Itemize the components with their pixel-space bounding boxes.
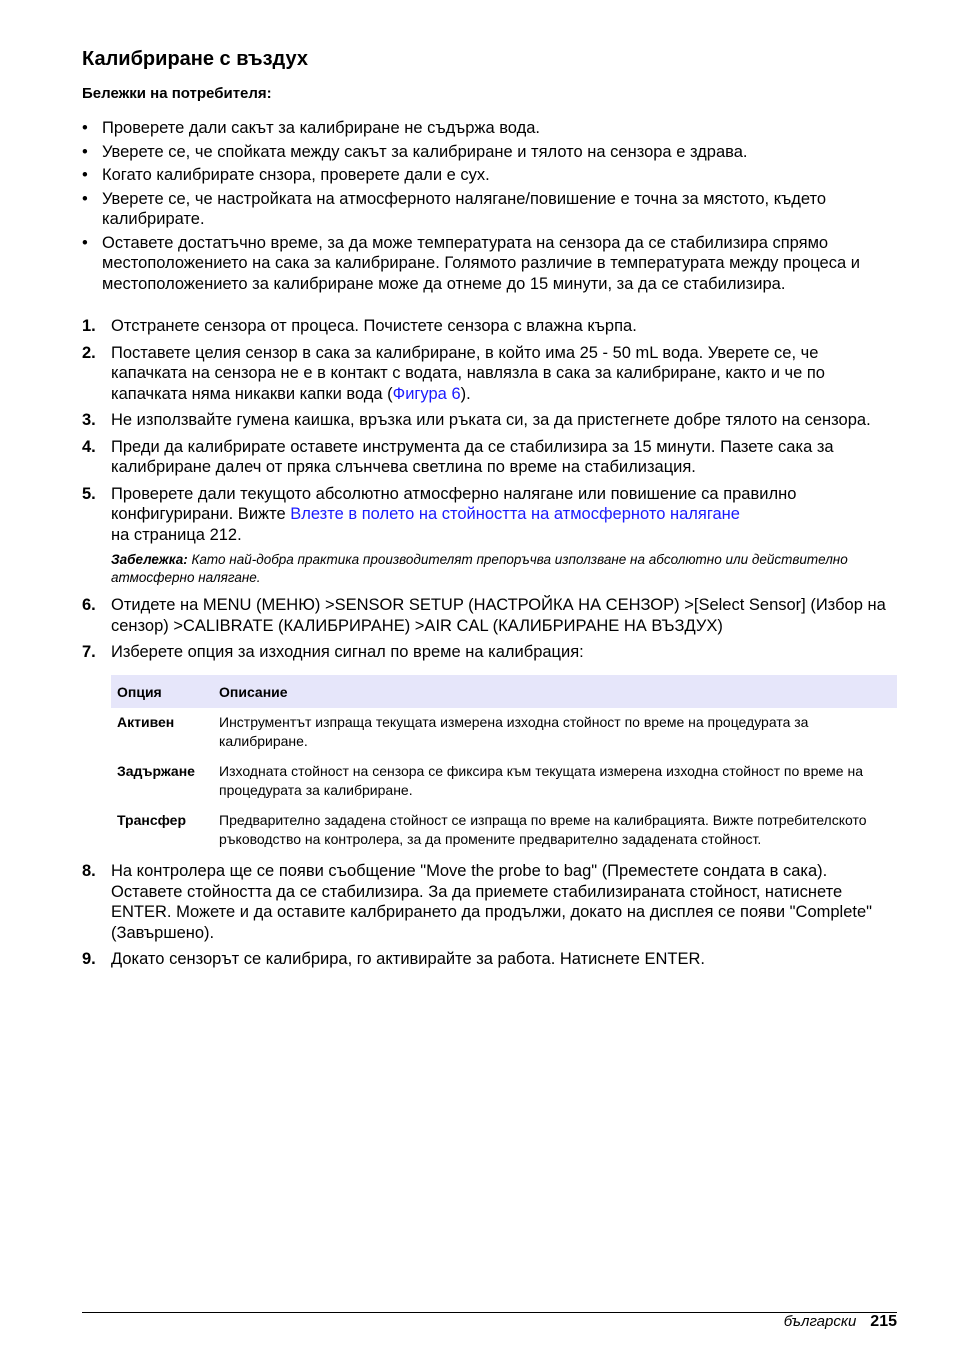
step-3: 3. Не използвайте гумена каишка, връзка или ръката си, за да пристегнете добре тялото на сензора. xyxy=(82,411,871,429)
bullet-icon: • xyxy=(82,119,88,137)
step-9: 9. Докато сензорът се калибрира, го активирайте за работа. Натиснете ENTER. xyxy=(82,950,706,968)
table-row xyxy=(111,806,897,855)
option-cell: Задържане xyxy=(117,763,195,779)
table-header-row xyxy=(111,675,897,709)
step-8: 8. На контролера ще се появи съобщение "Move the probe to bag" (Преместете сондата в сака). Оставете стойността да се стабилизира. За да приемете стабилизираната стойност, натиснете ENTER. Можете и да оставите калбрирането да продължи, докато на дисплея се появи "Complete" (Завършено). xyxy=(82,862,872,942)
description-cell: Предварително зададена стойност се изпраща по време на калибрацията. Вижте потребителското ръководство на контролера, за да промените предварително зададената стойност. xyxy=(219,812,867,847)
procedure-steps xyxy=(82,316,897,970)
step-1: 1. Отстранете сензора от процеса. Почистете сензора с влажна кърпа. xyxy=(82,317,637,335)
bullet-icon: • xyxy=(82,233,88,252)
page-number: 215 xyxy=(870,1313,897,1330)
note: Забележка: Като най-добра практика производителят препоръчва използване на абсолютно или действително атмосферно налягане. xyxy=(111,552,848,585)
option-cell: Трансфер xyxy=(117,812,187,828)
document-page xyxy=(82,46,897,976)
section-title: Калибриране с въздух xyxy=(82,48,308,70)
option-cell: Активен xyxy=(117,714,175,730)
bullet-icon: • xyxy=(82,189,88,208)
list-item: • Оставете достатъчно време, за да може температурата на сензора да се стабилизира спрямо местоположението на сака за калибриране. Голямото различие в температурата между процеса и местоположението за калибриране може да отнеме до 15 минути, за да се стабилизира. xyxy=(82,233,860,293)
step-7: 7. Изберете опция за изходния сигнал по време на калибрация: Опция Описание Активен Инструментът изпраща текущата измерена изходна стойност по време на процедурата за калибриране. Задържане Изходната стойност на сензора се фиксира към текущата измерена изходна стойност по време на процедурата за калибриране. Трансфер Предварително зададена стойност се изпраща по време на калибрацията. Вижте потребителското ръководство на контролера, за да промените предварително зададената стойност. xyxy=(82,642,897,855)
step-4: 4. Преди да калибрирате оставете инструмента да се стабилизира за 15 минути. Пазете сака за калибриране далеч от пряка слънчева светлина по време на стабилизация. xyxy=(82,437,834,476)
page-footer xyxy=(784,1312,897,1332)
figure-6-link[interactable]: Фигура 6 xyxy=(392,384,461,403)
footer-divider xyxy=(82,1312,897,1313)
list-item: • Уверете се, че настройката на атмосферното налягане/повишение е точна за мястото, където калибрирате. xyxy=(82,189,827,228)
list-item: • Проверете дали сакът за калибриране не съдържа вода. xyxy=(82,119,541,137)
notes-heading: Бележки на потребителя: xyxy=(82,85,272,102)
pressure-value-link[interactable]: Влезте в полето на стойността на атмосферното налягане xyxy=(290,505,740,523)
list-item: • Когато калибрирате снзора, проверете дали е сух. xyxy=(82,166,490,184)
options-table xyxy=(111,675,897,856)
step-5: 5. Проверете дали текущото абсолютно атмосферно налягане или повишение са правилно конфигурирани. Вижте Влезте в полето на стойността на атмосферното налягане на страница 212. Забележка: Като най-добра практика производителят препоръчва използване на абсолютно или действително атмосферно налягане. xyxy=(82,484,897,588)
description-cell: Инструментът изпраща текущата измерена изходна стойност по време на процедурата за калибриране. xyxy=(219,714,809,749)
footer-language: български xyxy=(783,1313,857,1330)
table-row xyxy=(111,757,897,806)
user-notes-list xyxy=(82,118,897,294)
description-cell: Изходната стойност на сензора се фиксира към текущата измерена изходна стойност по време на процедурата за калибриране. xyxy=(219,763,863,798)
step-2: 2. Поставете целия сензор в сака за калибриране, в който има 25 - 50 mL вода. Уверете се, че капачката на сензора не е в контакт с водата, навлязла в сака за калибриране, както и че по капачката няма никакви капки вода (Фигура 6). xyxy=(82,343,825,403)
bullet-icon: • xyxy=(82,166,88,184)
bullet-icon: • xyxy=(82,142,88,161)
column-header-option: Опция xyxy=(111,675,213,709)
list-item: • Уверете се, че спойката между сакът за калибриране и тялото на сензора е здрава. xyxy=(82,142,748,161)
table-row xyxy=(111,708,897,757)
column-header-description: Описание xyxy=(213,675,897,709)
step-6: 6. Отидете на MENU (МЕНЮ) >SENSOR SETUP (НАСТРОЙКА НА СЕНЗОР) >[Select Sensor] (Избор на сензор) >CALIBRATE (КАЛИБРИРАНЕ) >AIR CAL (КАЛИБРИРАНЕ НА ВЪЗДУХ) xyxy=(82,596,886,635)
